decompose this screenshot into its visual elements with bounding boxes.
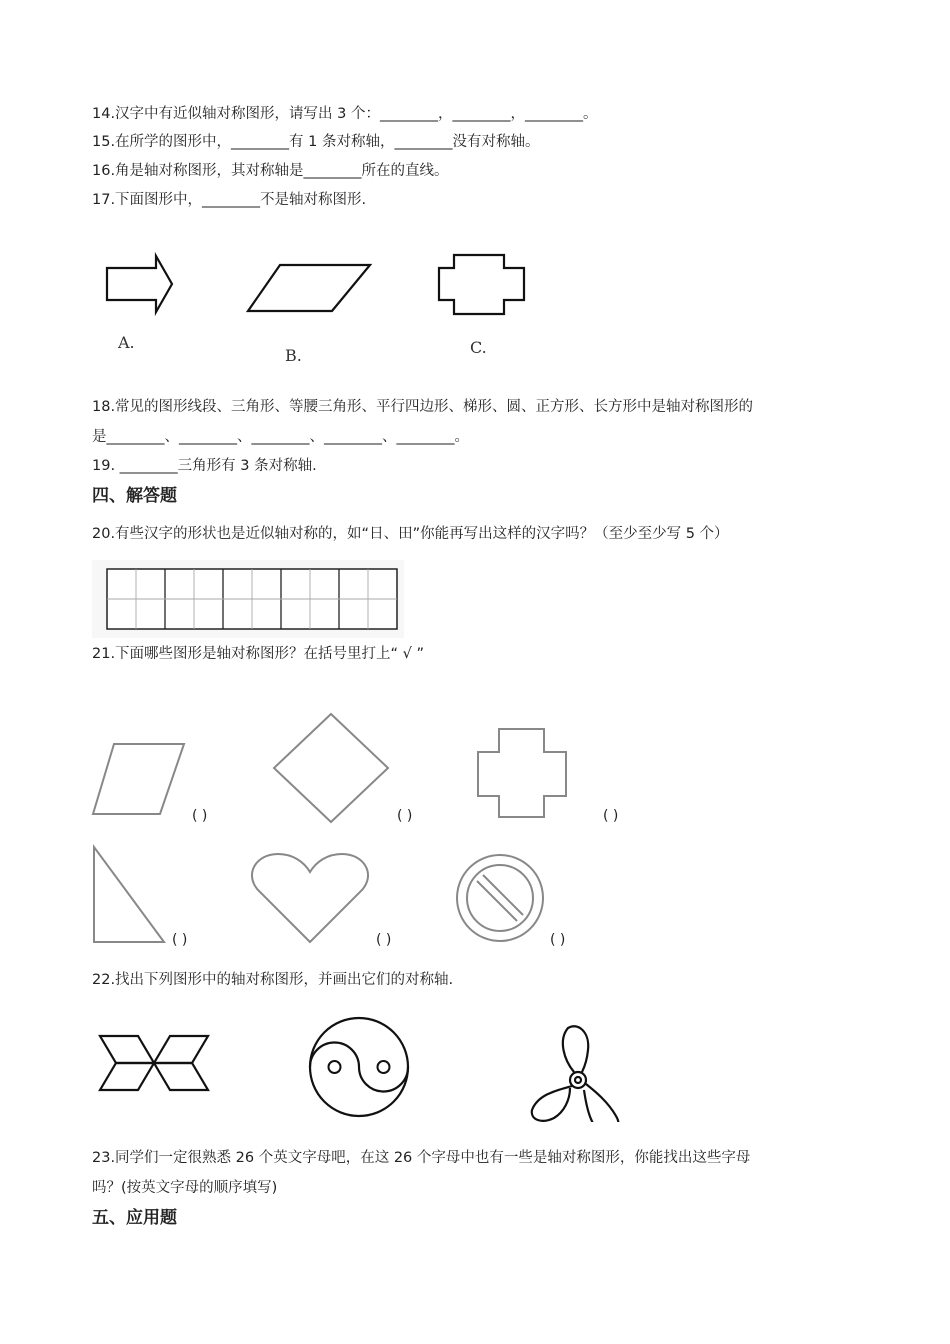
q17-option-c: C. bbox=[470, 338, 487, 357]
q21-rhombus-figure bbox=[268, 710, 394, 826]
q22-yin-yang-figure bbox=[306, 1014, 412, 1120]
q18-text-line1: 18.常见的图形线段、三角形、等腰三角形、平行四边形、梯形、圆、正方形、长方形中是轴对称图形的 bbox=[92, 399, 754, 415]
q17-option-b: B. bbox=[285, 346, 302, 365]
q14-text: 14.汉字中有近似轴对称图形，请写出 3 个：________，________，________。 bbox=[92, 106, 598, 122]
q15-text: 15.在所学的图形中，________有 1 条对称轴，________没有对称轴。 bbox=[92, 134, 540, 150]
q17-parallelogram-figure bbox=[240, 255, 380, 320]
q21-parallelogram-figure bbox=[88, 738, 193, 820]
q17-arrow-figure bbox=[100, 250, 180, 320]
q18-text-line2: 是________、________、________、________、________。 bbox=[92, 429, 469, 445]
q21-text: 21.下面哪些图形是轴对称图形？在括号里打上“ √ ” bbox=[92, 646, 425, 662]
q22-rhombus-pattern-figure bbox=[96, 1032, 212, 1094]
q21-answer-3[interactable]: ( ) bbox=[603, 808, 619, 824]
q21-right-triangle-figure bbox=[88, 842, 170, 948]
section-5-heading: 五、应用题 bbox=[92, 1208, 177, 1228]
q21-answer-5[interactable]: ( ) bbox=[376, 932, 392, 948]
q21-answer-4[interactable]: ( ) bbox=[172, 932, 188, 948]
q21-answer-2[interactable]: ( ) bbox=[397, 808, 413, 824]
q21-heart-figure bbox=[248, 850, 372, 948]
q16-text: 16.角是轴对称图形，其对称轴是________所在的直线。 bbox=[92, 163, 449, 179]
q23-text-line1: 23.同学们一定很熟悉 26 个英文字母吧，在这 26 个字母中也有一些是轴对称图形，你能找出这些字母 bbox=[92, 1150, 751, 1166]
q17-option-a: A. bbox=[118, 333, 135, 352]
q21-answer-1[interactable]: ( ) bbox=[192, 808, 208, 824]
q17-text: 17.下面图形中，________不是轴对称图形. bbox=[92, 192, 367, 208]
q20-text: 20.有些汉字的形状也是近似轴对称的，如“日、田”你能再写出这样的汉字吗？（至少至少写 5 个） bbox=[92, 526, 729, 542]
q23-text-line2: 吗？(按英文字母的顺序填写) bbox=[92, 1180, 278, 1196]
q22-propeller-figure bbox=[526, 1022, 630, 1122]
q21-cross-figure bbox=[474, 724, 570, 822]
q21-prohibition-sign-figure bbox=[452, 850, 548, 946]
q17-cross-figure bbox=[432, 248, 532, 323]
writing-grid[interactable] bbox=[92, 560, 404, 638]
section-4-heading: 四、解答题 bbox=[92, 486, 177, 506]
q19-text: 19. ________三角形有 3 条对称轴. bbox=[92, 458, 317, 474]
q22-text: 22.找出下列图形中的轴对称图形，并画出它们的对称轴. bbox=[92, 972, 454, 988]
q21-answer-6[interactable]: ( ) bbox=[550, 932, 566, 948]
